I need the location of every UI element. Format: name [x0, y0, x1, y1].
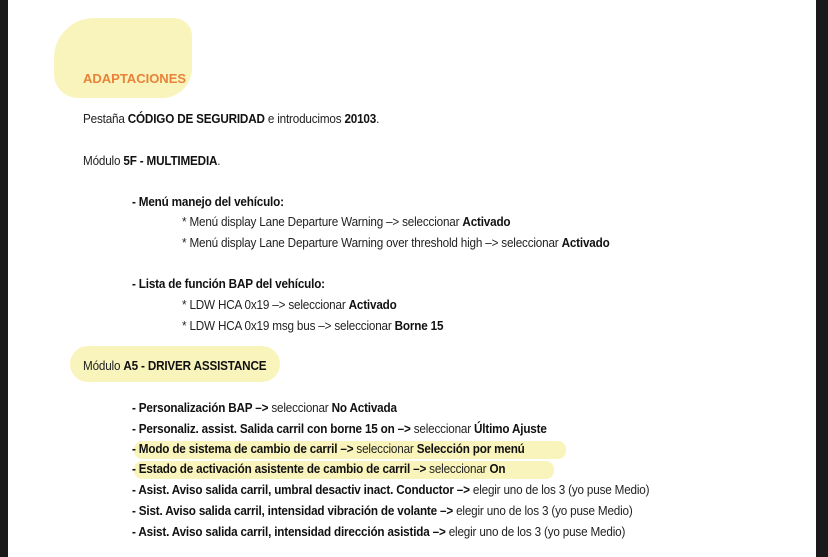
setting-action: elegir uno de los 3 (yo puse Medio)	[469, 482, 650, 497]
text: Módulo	[83, 358, 124, 373]
item-value: Borne 15	[394, 318, 444, 333]
text: Pestaña	[83, 111, 128, 126]
module-5f-line	[83, 153, 220, 168]
item-value: Activado	[561, 235, 610, 250]
setting-name: - Modo de sistema de cambio de carril –>	[132, 441, 354, 456]
setting-name: - Personaliz. assist. Salida carril con borne 15 on –>	[132, 421, 411, 436]
setting-action: seleccionar	[410, 421, 475, 436]
subsection-item	[182, 235, 610, 250]
setting-name: - Personalización BAP –>	[132, 400, 269, 415]
setting-name: - Asist. Aviso salida carril, umbral desactiv inact. Conductor –>	[132, 482, 470, 497]
setting-name: - Sist. Aviso salida carril, intensidad vibración de volante –>	[132, 503, 454, 518]
item-text: * LDW HCA 0x19 msg bus –> seleccionar	[182, 318, 395, 333]
setting-name: - Asist. Aviso salida carril, intensidad dirección asistida –>	[132, 524, 446, 539]
security-code-tab: CÓDIGO DE SEGURIDAD	[127, 111, 265, 126]
text: .	[217, 153, 221, 168]
item-value: Activado	[348, 297, 397, 312]
text: .	[376, 111, 380, 126]
subsection-item	[182, 318, 443, 333]
text: e introducimos	[264, 111, 345, 126]
security-code-line	[83, 111, 379, 126]
setting-action: elegir uno de los 3 (yo puse Medio)	[445, 524, 626, 539]
list-item	[132, 482, 649, 497]
setting-action: elegir uno de los 3 (yo puse Medio)	[453, 503, 633, 518]
module-name: 5F - MULTIMEDIA	[123, 153, 218, 168]
list-item	[132, 503, 633, 518]
security-code-value: 20103	[344, 111, 377, 126]
list-item	[132, 421, 547, 436]
subsection-heading: - Lista de función BAP del vehículo:	[132, 276, 325, 291]
setting-value: Último Ajuste	[474, 421, 547, 436]
list-item	[132, 400, 397, 415]
subsection-heading: - Menú manejo del vehículo:	[132, 194, 284, 209]
list-item	[132, 441, 525, 456]
setting-name: - Estado de activación asistente de cambio de carril –>	[132, 461, 427, 476]
setting-value: No Activada	[331, 400, 397, 415]
module-a5-line	[83, 358, 266, 373]
setting-action: seleccionar	[353, 441, 417, 456]
subsection-item	[182, 297, 397, 312]
item-text: * Menú display Lane Departure Warning –> seleccionar	[182, 214, 463, 229]
item-text: * LDW HCA 0x19 –> seleccionar	[182, 297, 349, 312]
setting-action: seleccionar	[426, 461, 490, 476]
document-page	[8, 0, 822, 557]
highlight-title	[54, 18, 192, 98]
item-value: Activado	[462, 214, 511, 229]
text: Módulo	[83, 153, 124, 168]
page-edge-shadow	[816, 0, 828, 557]
list-item	[132, 461, 505, 476]
module-name: A5 - DRIVER ASSISTANCE	[123, 358, 267, 373]
section-title: ADAPTACIONES	[83, 71, 187, 86]
subsection-item	[182, 214, 510, 229]
item-text: * Menú display Lane Departure Warning over threshold high –> seleccionar	[182, 235, 562, 250]
setting-value: On	[489, 461, 506, 476]
list-item	[132, 524, 625, 539]
setting-value: Selección por menú	[416, 441, 525, 456]
setting-action: seleccionar	[268, 400, 332, 415]
